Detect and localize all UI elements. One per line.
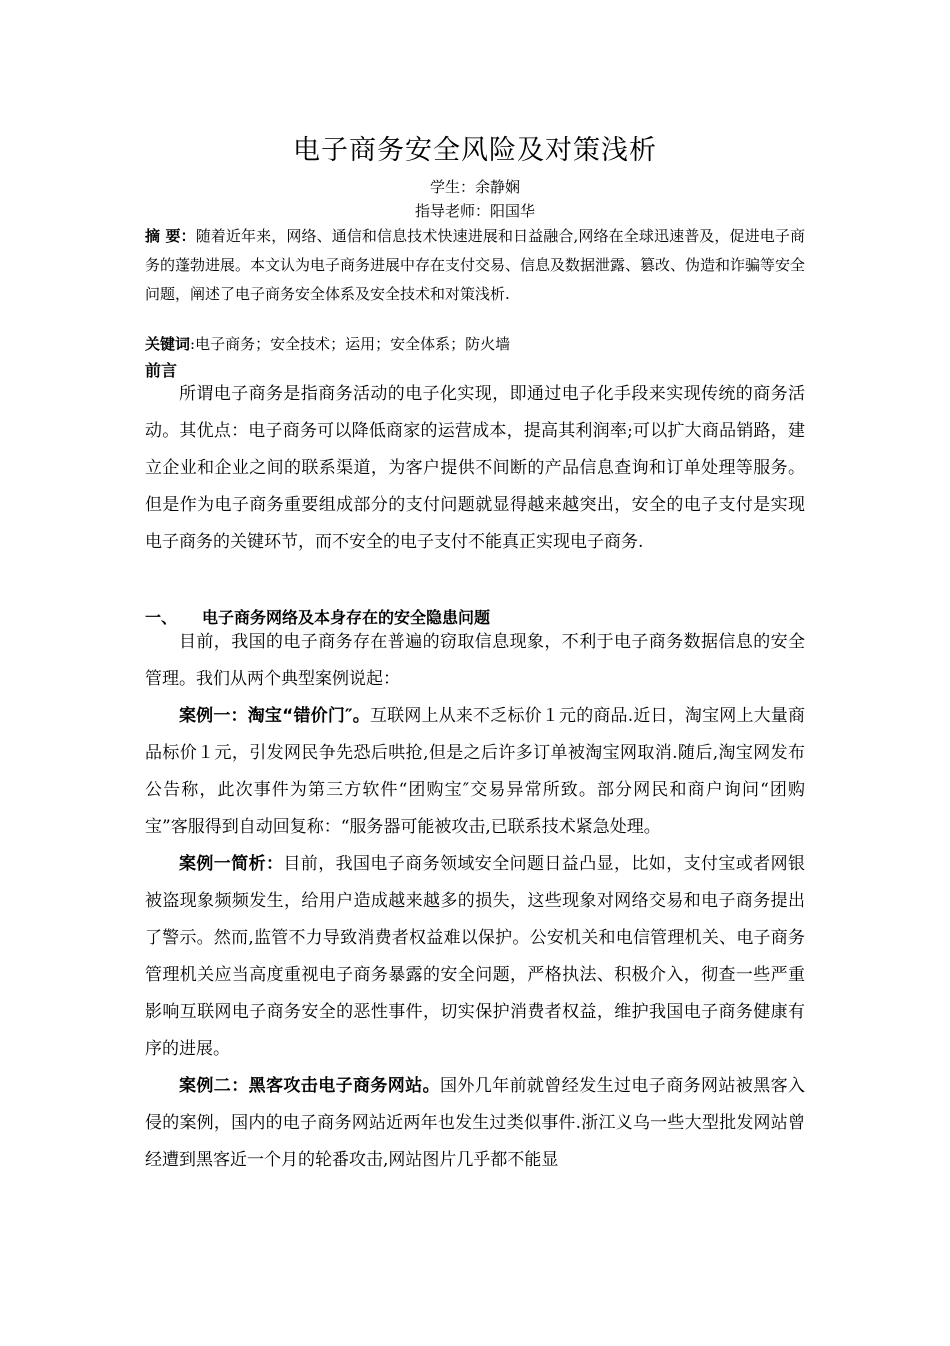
case-1-text: 互联网上从来不乏标价１元的商品.近日，淘宝网上大量商品标价１元，引发网民争先恐后哄抢,但是之后许多订单被淘宝网取消.随后,淘宝网发布公告称，此次事件为第三方软件“团购宝″交易异常所致。部分网民和商户询问“团购宝”客服得到自动回复称：“服务器可能被攻击,已联系技术紧急处理。 (145, 706, 805, 837)
case-1-lead: 案例一：淘宝“错价门″。 (179, 706, 370, 726)
section-1-number: 一、 (145, 608, 178, 627)
case-2-paragraph (145, 1068, 805, 1179)
keywords-label: 关键词 (145, 335, 191, 353)
case-1-paragraph (145, 698, 805, 846)
section-1-body (145, 624, 805, 1179)
section-1-title: 电子商务网络及本身存在的安全隐患问题 (202, 608, 491, 627)
document-title: 电子商务安全风险及对策浅析 (293, 135, 657, 166)
case-2-text: 国外几年前就曾经发生过电子商务网站被黑客入侵的案例，国内的电子商务网站近两年也发生过类似事件.浙江义乌一些大型批发网站曾经遭到黑客近一个月的轮番攻击,网站图片几乎都不能显 (145, 1076, 805, 1170)
abstract-label: 摘 要： (145, 227, 196, 245)
case-1-analysis-paragraph (145, 846, 805, 1068)
preface-paragraph: 所谓电子商务是指商务活动的电子化实现，即通过电子化手段来实现传统的商务活动。其优点：电子商务可以降低商家的运营成本，提高其利润率;可以扩大商品销路，建立企业和企业之间的联系渠道，为客户提供不间断的产品信息查询和订单处理等服务。但是作为电子商务重要组成部分的支付问题就显得越来越突出，安全的电子支付是实现电子商务的关键环节，而不安全的电子支付不能真正实现电子商务. (145, 384, 805, 552)
case-1-analysis-text: 目前，我国电子商务领域安全问题日益凸显，比如，支付宝或者网银被盗现象频频发生，给用户造成越来越多的损失，这些现象对网络交易和电子商务提出了警示。然而,监管不力导致消费者权益难以保护。公安机关和电信管理机关、电子商务管理机关应当高度重视电子商务暴露的安全问题，严格执法、积极介入，彻查一些严重影响互联网电子商务安全的恶性事件，切实保护消费者权益，维护我国电子商务健康有序的进展。 (145, 854, 806, 1059)
advisor-line: 指导老师：阳国华 (414, 202, 535, 220)
section-1-intro: 目前，我国的电子商务存在普遍的窃取信息现象，不利于电子商务数据信息的安全管理。我们从两个典型案例说起： (145, 632, 805, 689)
keywords (145, 333, 805, 354)
abstract-text: 随着近年来，网络、通信和信息技术快速进展和日益融合,网络在全球迅速普及，促进电子商务的蓬勃进展。本文认为电子商务进展中存在支付交易、信息及数据泄露、篡改、伪造和诈骗等安全问题，阐述了电子商务安全体系及安全技术和对策浅析. (145, 227, 806, 303)
preface-heading: 前言 (145, 361, 178, 380)
abstract (145, 222, 805, 309)
keywords-text: :电子商务；安全技术；运用；安全体系；防火墙 (190, 335, 511, 353)
author-line: 学生：余静娴 (429, 178, 520, 196)
preface-body (145, 376, 805, 561)
case-1-analysis-lead: 案例一简析： (179, 854, 284, 874)
case-2-lead: 案例二：黑客攻击电子商务网站。 (179, 1076, 440, 1096)
